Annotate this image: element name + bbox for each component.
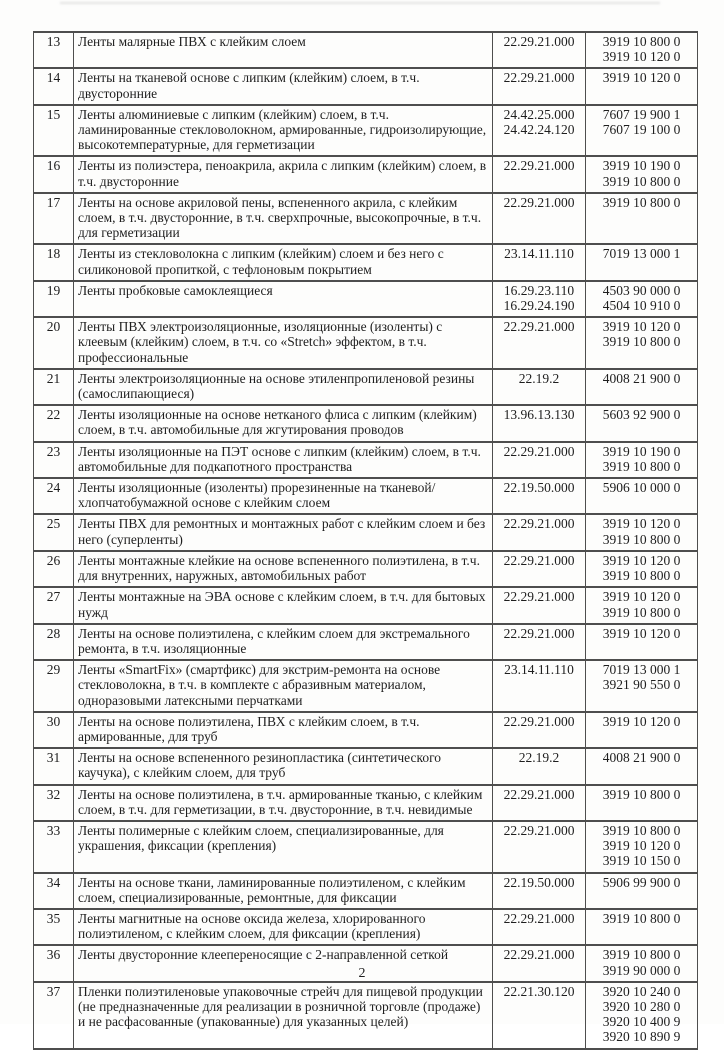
- product-description-cell: Ленты пробковые самоклеящиеся: [74, 281, 493, 317]
- tnved-code-cell: [586, 587, 698, 623]
- tnved-code-cell: [586, 405, 698, 441]
- okpd2-code-cell: [493, 712, 586, 748]
- table-row: [34, 478, 698, 514]
- code-line: 24.42.25.000: [503, 106, 575, 122]
- row-number-cell: 31: [34, 748, 74, 784]
- row-number-cell: 17: [34, 193, 74, 245]
- tnved-code-cell: [586, 748, 698, 784]
- code-line: 22.29.21.000: [503, 70, 575, 86]
- tnved-code-cell: [586, 982, 698, 1049]
- table-row: [34, 982, 698, 1049]
- okpd2-code-cell: [493, 982, 586, 1049]
- table-row: [34, 514, 698, 550]
- tnved-code-cell: [586, 68, 698, 104]
- okpd2-code-cell: [493, 587, 586, 623]
- code-line: 23.14.11.110: [504, 662, 574, 678]
- tnved-code-cell: [586, 478, 698, 514]
- row-number-cell: 37: [34, 982, 74, 1049]
- code-line: 22.29.21.000: [503, 786, 575, 802]
- product-description-cell: Ленты на основе полиэтилена, с клейким слоем для экстремального ремонта, в т.ч. изоляционные: [74, 624, 493, 660]
- product-description-cell: Ленты электроизоляционные на основе этиленпропиленовой резины (самослипающиеся): [74, 369, 493, 405]
- code-line: 22.29.21.000: [503, 552, 575, 568]
- code-line: 7607 19 100 0: [602, 122, 681, 138]
- code-line: 3919 10 120 0: [602, 838, 681, 854]
- tnved-code-cell: [586, 909, 698, 945]
- row-number-cell: 23: [34, 442, 74, 478]
- code-line: 3920 10 280 0: [602, 998, 681, 1014]
- table-row: [34, 244, 698, 280]
- code-line: 24.42.24.120: [503, 122, 575, 138]
- product-description-cell: Ленты из стекловолокна с липким (клейким) слоем и без него с силиконовой пропиткой, с тефлоновым покрытием: [74, 244, 493, 280]
- code-line: 22.29.21.000: [503, 158, 575, 174]
- row-number-cell: 26: [34, 551, 74, 587]
- row-number-cell: 25: [34, 514, 74, 550]
- product-description-cell: Ленты на основе вспененного резинопластика (синтетического каучука), с клейким слоем, для труб: [74, 748, 493, 784]
- row-number-cell: 32: [34, 785, 74, 821]
- code-line: 3919 10 800 0: [602, 194, 681, 210]
- okpd2-code-cell: [493, 244, 586, 280]
- code-line: 5906 10 000 0: [602, 480, 681, 496]
- code-line: 22.19.2: [518, 370, 560, 386]
- row-number-cell: 29: [34, 660, 74, 712]
- row-number-cell: 13: [34, 32, 74, 68]
- okpd2-code-cell: [493, 68, 586, 104]
- code-line: 3919 10 800 0: [602, 34, 681, 49]
- okpd2-code-cell: [493, 821, 586, 873]
- product-description-cell: Ленты на основе полиэтилена, в т.ч. армированные тканью, с клейким слоем, в т.ч. для герметизации, в т.ч. двусторонние, в т.ч. невидимые: [74, 785, 493, 821]
- code-line: 4504 10 910 0: [602, 298, 681, 314]
- code-line: 3919 10 800 0: [602, 910, 681, 926]
- code-line: 3919 10 120 0: [602, 589, 681, 605]
- okpd2-code-cell: [493, 405, 586, 441]
- product-description-cell: Ленты ПВХ для ремонтных и монтажных работ с клейким слоем и без него (суперленты): [74, 514, 493, 550]
- row-number-cell: 15: [34, 105, 74, 157]
- code-line: 23.14.11.110: [504, 246, 574, 262]
- okpd2-code-cell: [493, 317, 586, 369]
- product-description-cell: Ленты монтажные на ЭВА основе с клейким слоем, в т.ч. для бытовых нужд: [74, 587, 493, 623]
- code-line: 3919 10 190 0: [602, 443, 681, 459]
- table-row: [34, 442, 698, 478]
- row-number-cell: 20: [34, 317, 74, 369]
- tnved-code-cell: [586, 105, 698, 157]
- code-line: 3919 10 800 0: [602, 604, 681, 620]
- product-description-cell: Ленты двусторонние клеепереносящие с 2-направленной сеткой: [74, 945, 493, 981]
- row-number-cell: 33: [34, 821, 74, 873]
- table-row: [34, 624, 698, 660]
- code-line: 7607 19 900 1: [602, 106, 681, 122]
- product-description-cell: Ленты «SmartFix» (смартфикс) для экстрим-ремонта на основе стекловолокна, в т.ч. в комплекте с абразивным материалом, одноразовыми латексными перчатками: [74, 660, 493, 712]
- okpd2-code-cell: [493, 909, 586, 945]
- code-line: 22.29.21.000: [503, 194, 575, 210]
- okpd2-code-cell: [493, 193, 586, 245]
- code-line: 22.19.50.000: [503, 874, 575, 890]
- code-line: 22.29.21.000: [503, 443, 575, 459]
- code-line: 3921 90 550 0: [602, 677, 681, 693]
- table-row: [34, 317, 698, 369]
- code-line: 3919 10 800 0: [602, 822, 681, 838]
- row-number-cell: 36: [34, 945, 74, 981]
- code-line: 22.29.21.000: [503, 625, 575, 641]
- scan-artifact: [60, 2, 660, 4]
- table-row: [34, 873, 698, 909]
- code-line: 3919 10 800 0: [602, 334, 681, 350]
- okpd2-code-cell: [493, 873, 586, 909]
- code-line: 3919 10 120 0: [602, 319, 681, 335]
- table-row: [34, 587, 698, 623]
- code-line: 22.29.21.000: [503, 910, 575, 926]
- code-line: 3919 10 120 0: [602, 49, 681, 65]
- okpd2-code-cell: [493, 369, 586, 405]
- row-number-cell: 35: [34, 909, 74, 945]
- table-row: [34, 193, 698, 245]
- code-line: 4008 21 900 0: [602, 370, 681, 386]
- tnved-code-cell: [586, 712, 698, 748]
- row-number-cell: 19: [34, 281, 74, 317]
- table-row: [34, 32, 698, 68]
- tnved-code-cell: [586, 281, 698, 317]
- code-line: 3920 10 400 9: [602, 1014, 681, 1030]
- code-line: 3919 10 120 0: [602, 516, 681, 532]
- code-line: 3919 10 800 0: [602, 458, 681, 474]
- code-line: 22.21.30.120: [503, 983, 575, 999]
- okpd2-code-cell: [493, 105, 586, 157]
- code-line: 22.29.21.000: [503, 947, 575, 963]
- code-line: 3919 10 800 0: [602, 173, 681, 189]
- code-line: 22.29.21.000: [503, 822, 575, 838]
- tnved-code-cell: [586, 32, 698, 68]
- page-number: 2: [358, 966, 366, 981]
- tnved-code-cell: [586, 369, 698, 405]
- code-line: 7019 13 000 1: [602, 246, 681, 262]
- product-description-cell: Ленты полимерные с клейким слоем, специализированные, для украшения, фиксации (крепления): [74, 821, 493, 873]
- code-line: 3920 10 890 9: [602, 1029, 681, 1045]
- product-description-cell: Ленты на основе акриловой пены, вспененного акрила, с клейким слоем, в т.ч. двусторонние, в т.ч. сверхпрочные, высокопрочные, в т.ч. для герметизации: [74, 193, 493, 245]
- okpd2-code-cell: [493, 785, 586, 821]
- product-description-cell: Ленты монтажные клейкие на основе вспененного полиэтилена, в т.ч. для внутренних, наружных, автомобильных работ: [74, 551, 493, 587]
- product-description-cell: Ленты изоляционные на ПЭТ основе с липким (клейким) слоем, в т.ч. автомобильные для подкапотного пространства: [74, 442, 493, 478]
- product-description-cell: Ленты алюминиевые с липким (клейким) слоем, в т.ч. ламинированные стекловолокном, армированные, гидроизолирующие, высокотемпературные, для герметизации: [74, 105, 493, 157]
- product-description-cell: Ленты из полиэстера, пеноакрила, акрила с липким (клейким) слоем, в т.ч. двусторонние: [74, 156, 493, 192]
- row-number-cell: 16: [34, 156, 74, 192]
- row-number-cell: 14: [34, 68, 74, 104]
- tnved-code-cell: [586, 873, 698, 909]
- table-row: [34, 281, 698, 317]
- code-line: 3919 10 800 0: [602, 947, 681, 963]
- tnved-code-cell: [586, 442, 698, 478]
- code-line: 22.29.21.000: [503, 713, 575, 729]
- table-row: [34, 405, 698, 441]
- row-number-cell: 28: [34, 624, 74, 660]
- row-number-cell: 22: [34, 405, 74, 441]
- product-description-cell: Ленты на тканевой основе с липким (клейким) слоем, в т.ч. двусторонние: [74, 68, 493, 104]
- table-row: [34, 369, 698, 405]
- row-number-cell: 30: [34, 712, 74, 748]
- tnved-code-cell: [586, 514, 698, 550]
- okpd2-code-cell: [493, 624, 586, 660]
- okpd2-code-cell: [493, 32, 586, 68]
- code-line: 5603 92 900 0: [602, 407, 681, 423]
- okpd2-code-cell: [493, 514, 586, 550]
- tnved-code-cell: [586, 551, 698, 587]
- code-line: 16.29.23.110: [503, 282, 575, 298]
- code-line: 7019 13 000 1: [602, 662, 681, 678]
- product-description-cell: Ленты изоляционные (изоленты) прорезиненные на тканевой/ хлопчатобумажной основе с клейким слоем: [74, 478, 493, 514]
- product-description-cell: Ленты малярные ПВХ с клейким слоем: [74, 32, 493, 68]
- okpd2-code-cell: [493, 281, 586, 317]
- code-line: 3919 10 150 0: [602, 853, 681, 869]
- tnved-code-cell: [586, 193, 698, 245]
- code-line: 3919 10 800 0: [602, 568, 681, 584]
- code-line: 3920 10 240 0: [602, 983, 681, 999]
- code-line: 4503 90 000 0: [602, 282, 681, 298]
- tnved-code-cell: [586, 785, 698, 821]
- code-line: 3919 10 120 0: [602, 625, 681, 641]
- code-line: 3919 90 000 0: [602, 962, 681, 978]
- okpd2-code-cell: [493, 660, 586, 712]
- tnved-code-cell: [586, 244, 698, 280]
- code-line: 22.29.21.000: [503, 319, 575, 335]
- code-line: 4008 21 900 0: [602, 750, 681, 766]
- row-number-cell: 18: [34, 244, 74, 280]
- code-line: 5906 99 900 0: [602, 874, 681, 890]
- table-row: [34, 551, 698, 587]
- code-line: 3919 10 120 0: [602, 713, 681, 729]
- code-line: 3919 10 190 0: [602, 158, 681, 174]
- table-row: [34, 156, 698, 192]
- product-description-cell: Ленты ПВХ электроизоляционные, изоляционные (изоленты) с клеевым (клейким) слоем, в т.ч. со «Stretch» эффектом, в т.ч. профессиональные: [74, 317, 493, 369]
- okpd2-code-cell: [493, 156, 586, 192]
- tnved-code-cell: [586, 156, 698, 192]
- tnved-code-cell: [586, 821, 698, 873]
- code-line: 3919 10 120 0: [602, 70, 681, 86]
- tnved-code-cell: [586, 660, 698, 712]
- row-number-cell: 24: [34, 478, 74, 514]
- table-row: [34, 785, 698, 821]
- product-description-cell: Ленты магнитные на основе оксида железа, хлорированного полиэтиленом, с клейким слоем, для фиксации (крепления): [74, 909, 493, 945]
- code-line: 13.96.13.130: [503, 407, 575, 423]
- okpd2-code-cell: [493, 478, 586, 514]
- codes-table-body: [34, 32, 698, 1049]
- okpd2-code-cell: [493, 748, 586, 784]
- table-row: [34, 909, 698, 945]
- code-line: 22.19.50.000: [503, 480, 575, 496]
- table-row: [34, 712, 698, 748]
- product-description-cell: Ленты изоляционные на основе нетканого флиса с липким (клейким) слоем, в т.ч. автомобильные для жгутирования проводов: [74, 405, 493, 441]
- code-line: 22.29.21.000: [503, 589, 575, 605]
- okpd2-code-cell: [493, 551, 586, 587]
- product-description-cell: Пленки полиэтиленовые упаковочные стрейч для пищевой продукции (не предназначенные для реализации в розничной торговле (продаже) и не расфасованные (упакованные) для указанных целей): [74, 982, 493, 1049]
- codes-table: [33, 31, 698, 1050]
- table-row: [34, 748, 698, 784]
- code-line: 3919 10 120 0: [602, 552, 681, 568]
- code-line: 3919 10 800 0: [602, 786, 681, 802]
- code-line: 22.19.2: [518, 750, 560, 766]
- row-number-cell: 34: [34, 873, 74, 909]
- code-line: 22.29.21.000: [503, 34, 575, 49]
- product-description-cell: Ленты на основе полиэтилена, ПВХ с клейким слоем, в т.ч. армированные, для труб: [74, 712, 493, 748]
- row-number-cell: 27: [34, 587, 74, 623]
- code-line: 16.29.24.190: [503, 298, 575, 314]
- table-row: [34, 68, 698, 104]
- okpd2-code-cell: [493, 442, 586, 478]
- row-number-cell: 21: [34, 369, 74, 405]
- table-row: [34, 660, 698, 712]
- table-row: [34, 105, 698, 157]
- tnved-code-cell: [586, 624, 698, 660]
- table-row: [34, 821, 698, 873]
- code-line: 3919 10 800 0: [602, 531, 681, 547]
- product-description-cell: Ленты на основе ткани, ламинированные полиэтиленом, с клейким слоем, специализированные, ремонтные, для фиксации: [74, 873, 493, 909]
- code-line: 22.29.21.000: [503, 516, 575, 532]
- tnved-code-cell: [586, 317, 698, 369]
